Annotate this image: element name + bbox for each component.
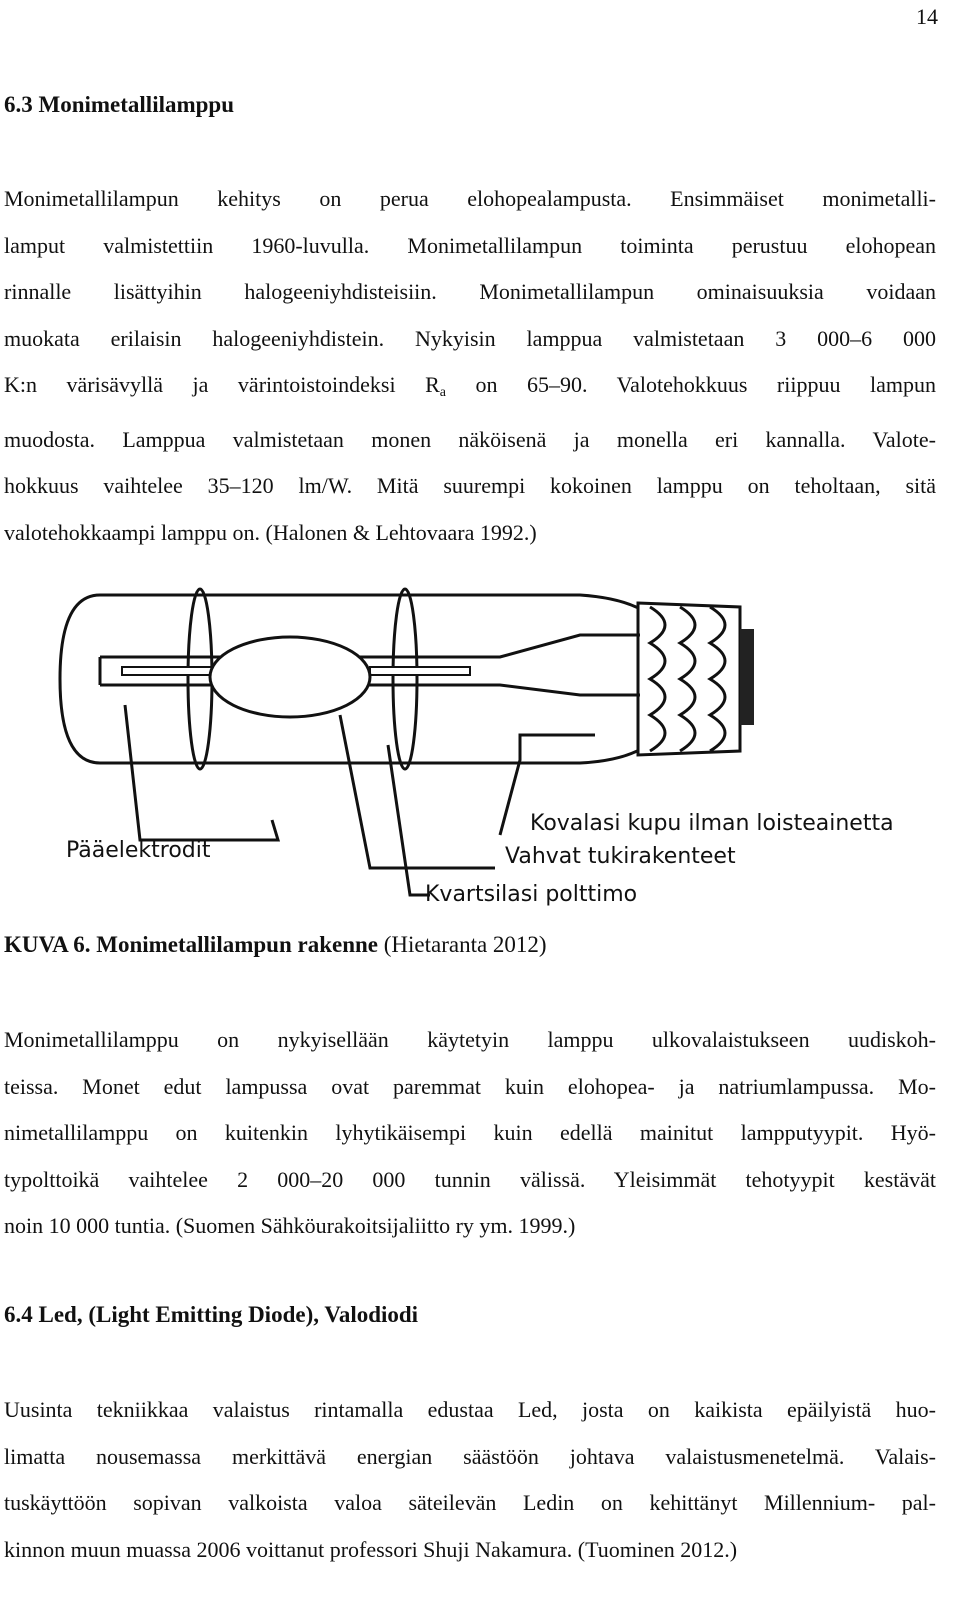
paragraph-intro	[4, 176, 936, 556]
text-line: Monimetallilamppu on nykyisellään käytetyin lamppu ulkovalaistukseen uudiskoh-	[4, 1027, 936, 1052]
support-ring-right	[393, 589, 417, 769]
screw-base	[638, 603, 754, 755]
label-supports: Vahvat tukirakenteet	[505, 844, 736, 869]
text-line-with-subscript	[4, 362, 936, 417]
text-line: lamput valmistettiin 1960-luvulla. Monimetallilampun toiminta perustuu elohopean	[4, 232, 936, 258]
pointer-arc-tube	[388, 745, 430, 895]
arc-tube	[210, 637, 370, 717]
electrode-lead-right	[370, 667, 470, 675]
pointer-electrodes	[125, 705, 278, 840]
label-arc-tube: Kvartsilasi polttimo	[425, 882, 638, 907]
base-contact	[740, 629, 754, 725]
text-line: rinnalle lisättyihin halogeeniyhdisteisiin. Monimetallilampun ominaisuuksia voidaan	[4, 279, 936, 304]
text-line: limatta nousemassa merkittävä energian säästöön johtava valaistusmenetelmä. Valais-	[4, 1443, 936, 1469]
section-heading-6-3: 6.3 Monimetallilamppu	[4, 92, 235, 117]
support-frame	[100, 635, 640, 657]
electrode-lead-left	[122, 667, 212, 675]
label-electrodes: Pääelektrodit	[66, 838, 211, 863]
text-line: valotehokkaampi lamppu on. (Halonen & Lehtovaara 1992.)	[4, 519, 537, 545]
label-outer-bulb: Kovalasi kupu ilman loisteainetta	[530, 811, 894, 836]
text-line: nimetallilamppu on kuitenkin lyhytikäisempi kuin edellä mainitut lampputyypit. Hyö-	[4, 1120, 936, 1145]
text-fragment: on 65–90. Valotehokkuus riippuu lampun	[446, 372, 936, 397]
section-heading-6-4: 6.4 Led, (Light Emitting Diode), Valodiodi	[4, 1302, 419, 1327]
page-number: 14	[916, 4, 938, 29]
support-ring-left	[188, 589, 212, 769]
text-fragment: K:n värisävyllä ja värintoistoindeksi R	[4, 372, 440, 397]
text-line: kinnon muun muassa 2006 voittanut professori Shuji Nakamura. (Tuominen 2012.)	[4, 1536, 738, 1562]
text-line: hokkuus vaihtelee 35–120 lm/W. Mitä suurempi kokoinen lamppu on teholtaan, sitä	[4, 473, 936, 498]
caption-source: (Hietaranta 2012)	[378, 932, 547, 957]
paragraph-led	[4, 1387, 936, 1573]
lamp-diagram	[40, 585, 940, 920]
text-line: Uusinta tekniikkaa valaistus rintamalla edustaa Led, josta on kaikista epäilyistä huo-	[4, 1397, 936, 1422]
text-line: typolttoikä vaihtelee 2 000–20 000 tunnin välissä. Yleisimmät tehotyypit kestävät	[4, 1166, 936, 1192]
text-line: Monimetallilampun kehitys on perua elohopealampusta. Ensimmäiset monimetalli-	[4, 186, 936, 211]
text-line: noin 10 000 tuntia. (Suomen Sähköurakoitsijaliitto ry ym. 1999.)	[4, 1213, 576, 1238]
paragraph-usage	[4, 1017, 936, 1250]
text-line: muodosta. Lamppua valmistetaan monen näköisenä ja monella eri kannalla. Valote-	[4, 426, 936, 452]
pointer-supports	[340, 715, 495, 868]
text-line: muokata erilaisin halogeeniyhdistein. Nykyisin lamppua valmistetaan 3 000–6 000	[4, 325, 936, 351]
figure-caption	[4, 932, 547, 958]
text-line: teissa. Monet edut lampussa ovat paremmat kuin elohopea- ja natriumlampussa. Mo-	[4, 1073, 936, 1099]
caption-bold: KUVA 6. Monimetallilampun rakenne	[4, 932, 378, 957]
lamp-diagram-svg	[40, 585, 940, 920]
text-line: tuskäyttöön sopivan valkoista valoa säteilevän Ledin on kehittänyt Millennium- pal-	[4, 1490, 936, 1515]
subscript-a: a	[439, 385, 446, 400]
